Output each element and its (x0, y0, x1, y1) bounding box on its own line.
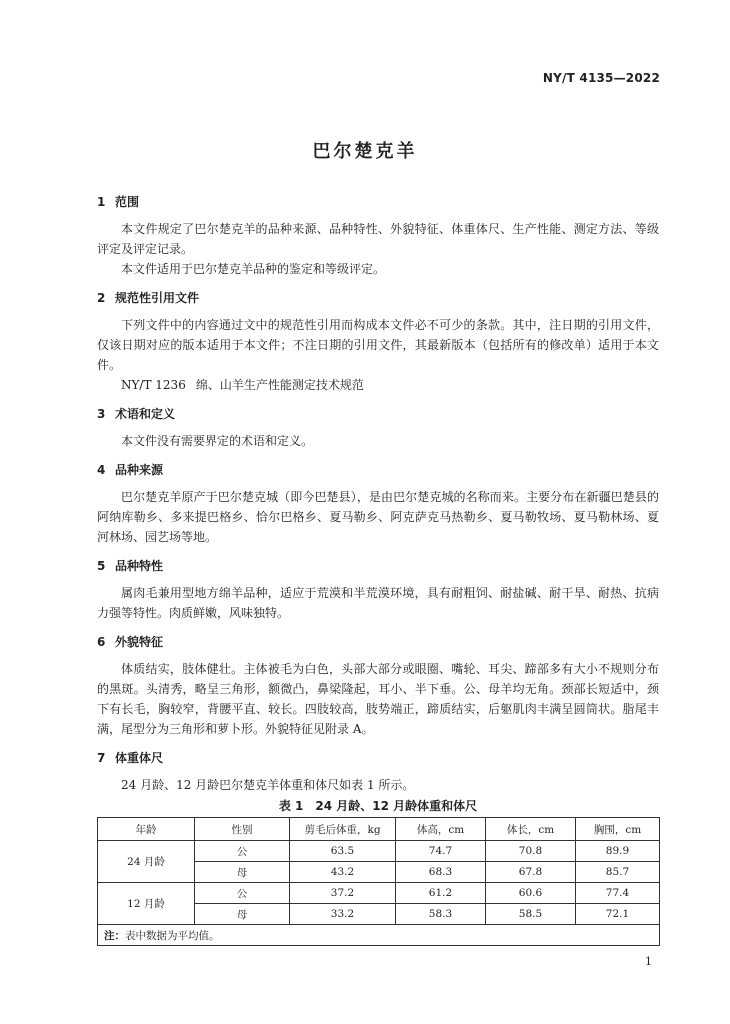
section-heading-appearance (97, 631, 659, 653)
value-cell: 43.2 (290, 862, 396, 883)
value-cell: 89.9 (576, 841, 660, 862)
sex-cell: 公 (195, 883, 290, 904)
paragraph: 本文件规定了巴尔楚克羊的品种来源、品种特性、外貌特征、体重体尺、生产性能、测定方法、等级评定及评定记录。 (97, 222, 659, 256)
document-code: NY/T 4135—2022 (542, 71, 660, 85)
paragraph: 本文件没有需要界定的术语和定义。 (121, 434, 314, 448)
page-number: 1 (645, 955, 652, 968)
section-heading-characteristics (97, 555, 659, 577)
value-cell: 33.2 (290, 904, 396, 925)
reference-entry (97, 375, 659, 395)
section-number: 2 (97, 291, 106, 305)
section-number: 7 (97, 751, 106, 765)
paragraph: 24 月龄、12 月龄巴尔楚克羊体重和体尺如表 1 所示。 (121, 778, 415, 792)
section-title: 品种特性 (115, 559, 164, 573)
section-number: 6 (97, 635, 106, 649)
section-title: 规范性引用文件 (115, 291, 200, 305)
value-cell: 72.1 (576, 904, 660, 925)
paragraph: 下列文件中的内容通过文中的规范性引用而构成本文件必不可少的条款。其中，注日期的引用文件，仅该日期对应的版本适用于本文件；不注日期的引用文件，其最新版本（包括所有的修改单）适用于本文件。 (97, 318, 659, 372)
paragraph: 属肉毛兼用型地方绵羊品种，适应于荒漠和半荒漠环境，具有耐粗饲、耐盐碱、耐干旱、耐热、抗病力强等特性。肉质鲜嫩，风味独特。 (97, 586, 659, 620)
table-header-cell: 体长，cm (486, 818, 576, 841)
section-heading-normative-references (97, 287, 659, 309)
value-cell: 61.2 (396, 883, 486, 904)
document-title: 巴尔楚克羊 (312, 141, 418, 162)
section-heading-scope (97, 191, 659, 213)
table-note-row (98, 925, 660, 946)
value-cell: 70.8 (486, 841, 576, 862)
reference-name: 绵、山羊生产性能测定技术规范 (195, 378, 364, 392)
age-cell: 12 月龄 (98, 883, 195, 925)
table-title: 表 1 24 月龄、12 月龄体重和体尺 (278, 799, 478, 813)
table-header-cell: 胸围，cm (576, 818, 660, 841)
table-row (98, 841, 660, 862)
table-header-row (98, 818, 660, 841)
value-cell: 77.4 (576, 883, 660, 904)
section-title: 体重体尺 (115, 751, 164, 765)
table-note (98, 925, 660, 946)
document-body (97, 191, 659, 946)
sex-cell: 母 (195, 862, 290, 883)
section-number: 1 (97, 195, 106, 209)
section-title: 外貌特征 (115, 635, 164, 649)
measurement-table (97, 817, 660, 946)
section-number: 3 (97, 407, 106, 421)
paragraph: 体质结实，肢体健壮。主体被毛为白色，头部大部分或眼圈、嘴轮、耳尖、蹄部多有大小不规则分布的黑斑。头清秀，略呈三角形，额微凸，鼻梁隆起，耳小、半下垂。公、母羊均无角。颈部长短适中，颈下有长毛，胸较窄，背腰平直、较长。四肢较高，肢势端正，蹄质结实，后躯肌肉丰满呈圆筒状。脂尾丰满，尾型分为三角形和萝卜形。外貌特征见附录 A。 (97, 662, 659, 736)
table-header-cell: 剪毛后体重，kg (290, 818, 396, 841)
value-cell: 37.2 (290, 883, 396, 904)
value-cell: 85.7 (576, 862, 660, 883)
age-cell: 24 月龄 (98, 841, 195, 883)
section-heading-terms (97, 403, 659, 425)
section-number: 5 (97, 559, 106, 573)
section-heading-body-measurements (97, 747, 659, 769)
paragraph: 本文件适用于巴尔楚克羊品种的鉴定和等级评定。 (121, 262, 386, 276)
value-cell: 58.3 (396, 904, 486, 925)
table-header-cell: 性别 (195, 818, 290, 841)
value-cell: 74.7 (396, 841, 486, 862)
reference-code: NY/T 1236 (121, 378, 186, 392)
table-header-cell: 体高，cm (396, 818, 486, 841)
value-cell: 58.5 (486, 904, 576, 925)
sex-cell: 母 (195, 904, 290, 925)
value-cell: 68.3 (396, 862, 486, 883)
note-label: 注： (104, 929, 125, 942)
table-row (98, 883, 660, 904)
section-number: 4 (97, 463, 106, 477)
value-cell: 67.8 (486, 862, 576, 883)
section-title: 术语和定义 (115, 407, 176, 421)
table-header-cell: 年龄 (98, 818, 195, 841)
paragraph: 巴尔楚克羊原产于巴尔楚克城（即今巴楚县），是由巴尔楚克城的名称而来。主要分布在新疆巴楚县的阿纳库勒乡、多来提巴格乡、恰尔巴格乡、夏马勒乡、阿克萨克马热勒乡、夏马勒牧场、夏马勒林场、夏河林场、园艺场等地。 (97, 490, 659, 544)
section-title: 范围 (115, 195, 140, 209)
note-text: 表中数据为平均值。 (125, 929, 220, 942)
section-heading-origin (97, 459, 659, 481)
value-cell: 60.6 (486, 883, 576, 904)
value-cell: 63.5 (290, 841, 396, 862)
sex-cell: 公 (195, 841, 290, 862)
section-title: 品种来源 (115, 463, 164, 477)
